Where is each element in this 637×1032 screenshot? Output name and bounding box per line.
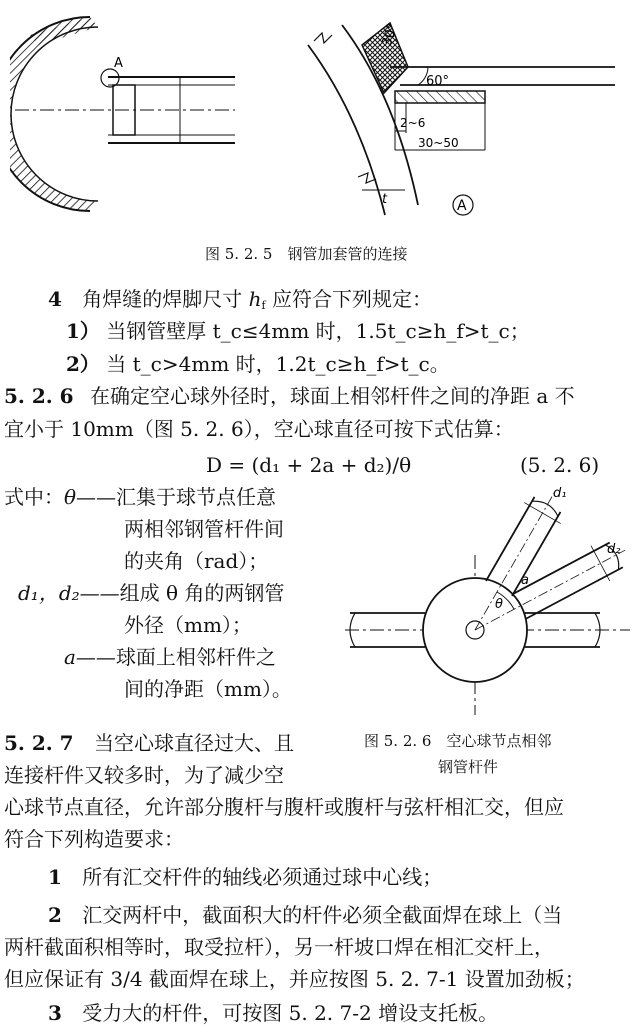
where-d: d₁，d₂——组成 θ 角的两钢管 <box>18 581 285 605</box>
theta-label: θ <box>495 597 503 612</box>
equation-number: (5. 2. 6) <box>520 453 600 477</box>
angle-30-label: 30° <box>379 21 401 49</box>
figure-5-2-5-detail <box>300 5 630 230</box>
item-4-number: 4 <box>48 287 62 311</box>
section-5-2-6-line-2: 宜小于 10mm（图 5. 2. 6），空心球直径可按下式估算： <box>4 417 514 441</box>
requirement-2-line-2: 两杆截面积相等时，取受拉杆），另一杆坡口焊在相汇交杆上， <box>4 935 554 959</box>
section-5-2-7-number: 5. 2. 7 <box>4 731 74 755</box>
item-4: 4 角焊缝的焊脚尺寸 $h_f$ 应符合下列规定： <box>48 287 432 312</box>
figure-5-2-5-left <box>10 5 240 230</box>
rule-2: 2） 当 t_c>4mm 时，1.2t_c≥h_f>t_c。 <box>66 352 450 376</box>
angle-60-label: 60° <box>426 74 450 89</box>
requirement-3: 3 受力大的杆件，可按图 5. 2. 7-2 增设支托板。 <box>48 1001 499 1025</box>
d1-label: d₁ <box>553 486 567 501</box>
figure-5-2-6-caption-line-1: 图 5. 2. 6 空心球节点相邻 <box>364 732 552 750</box>
d2-label: d₂ <box>607 542 621 557</box>
section-5-2-6-line-1: 5. 2. 6 在确定空心球外径时，球面上相邻杆件之间的净距 a 不 <box>4 384 575 408</box>
section-5-2-6-number: 5. 2. 6 <box>4 384 74 408</box>
requirement-2-line-3: 但应保证有 3/4 截面焊在球上，并应按图 5. 2. 7-1 设置加劲板； <box>4 967 585 991</box>
section-5-2-7-line-4: 符合下列构造要求： <box>4 827 184 851</box>
dim-30-50-label: 30~50 <box>418 136 459 150</box>
dim-2-6-label: 2~6 <box>400 116 426 130</box>
requirement-1: 1 所有汇交杆件的轴线必须通过球中心线； <box>48 865 443 889</box>
a-def-line-2: 间的净距（mm）。 <box>124 677 292 701</box>
detail-a-label: A <box>457 198 467 214</box>
requirement-2: 2 汇交两杆中，截面积大的杆件必须全截面焊在球上（当 <box>48 903 563 927</box>
detail-callout-label: A <box>114 56 123 71</box>
section-5-2-7-line-3: 心球节点直径，允许部分腹杆与腹杆或腹杆与弦杆相汇交，但应 <box>4 795 564 819</box>
gap-a-label: a <box>521 573 529 588</box>
formula-5-2-6: D = (d₁ + 2a + d₂)/θ <box>206 453 412 477</box>
section-5-2-7-line-1: 5. 2. 7 当空心球直径过大、且 <box>4 731 294 755</box>
theta-def-line-3: 的夹角（rad）； <box>124 549 269 573</box>
figure-5-2-6 <box>345 485 635 725</box>
where-a: a——球面上相邻杆件之 <box>64 645 276 669</box>
figure-5-2-5-caption: 图 5. 2. 5 钢管加套管的连接 <box>205 245 408 263</box>
rule-1: 1） 当钢管壁厚 t_c≤4mm 时，1.5t_c≥h_f>t_c； <box>66 319 530 343</box>
section-5-2-7-line-2: 连接杆件又较多时，为了减少空 <box>4 763 284 787</box>
where-theta: 式中：θ——汇集于球节点任意 <box>4 485 277 509</box>
d-def-line-2: 外径（mm）； <box>124 613 252 637</box>
thickness-label: t <box>382 192 388 207</box>
figure-5-2-6-caption-line-2: 钢管杆件 <box>438 758 499 776</box>
theta-def-line-2: 两相邻钢管杆件间 <box>124 517 284 541</box>
